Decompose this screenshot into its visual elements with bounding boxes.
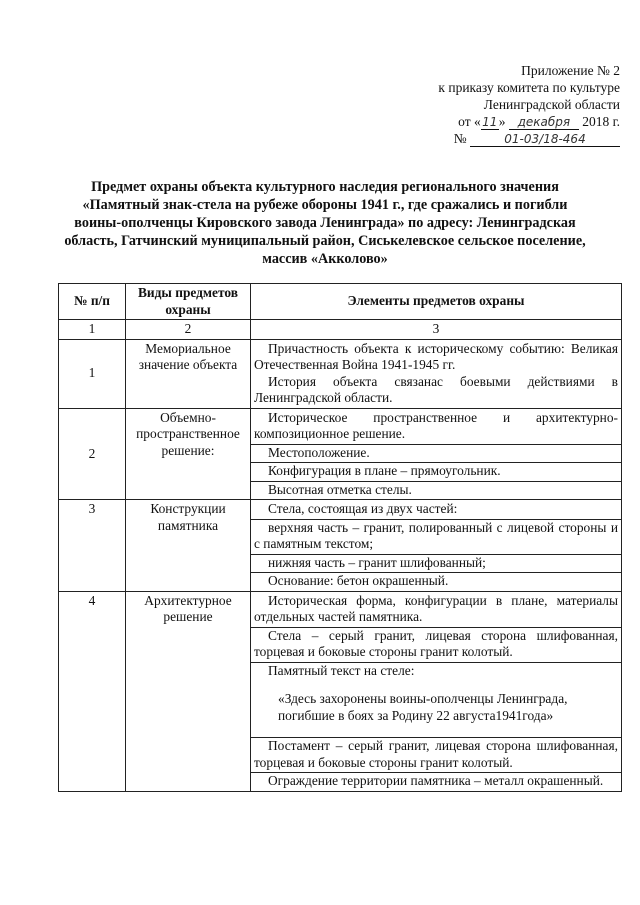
element-text: Основание: бетон окрашенный.: [251, 572, 621, 590]
element-text: Высотная отметка стелы.: [251, 481, 621, 499]
memorial-inscription: «Здесь захоронены воины-ополченцы Ленинграда, погибшие в боях за Родину 22 августа1941года»: [278, 691, 568, 723]
col-num-1: 1: [59, 320, 126, 340]
header-types: Виды предметов охраны: [126, 284, 251, 320]
header-elements: Элементы предметов охраны: [251, 284, 622, 320]
date-prefix: от «: [458, 114, 481, 129]
element-text: Стела, состоящая из двух частей:: [268, 501, 458, 516]
col-num-2: 2: [126, 320, 251, 340]
protection-table: [58, 283, 622, 792]
appendix-block: [400, 62, 620, 147]
column-number-row: [59, 320, 622, 340]
element-text: Историческая форма, конфигурации в плане, материалы отдельных частей памятника.: [254, 592, 618, 624]
col-num-3: 3: [251, 320, 622, 340]
appendix-date-line: [400, 113, 620, 130]
row-type: Мемориальное значение объекта: [126, 339, 251, 408]
row-elements: [251, 339, 622, 408]
row-number: 3: [59, 500, 126, 592]
appendix-number-line: [400, 130, 620, 147]
handwritten-month: декабря: [509, 115, 579, 130]
handwritten-day: 11: [482, 115, 498, 129]
element-text: Памятный текст на стеле:: [251, 662, 621, 680]
table-row: [59, 591, 622, 791]
element-text: нижняя часть – гранит шлифованный;: [251, 554, 621, 572]
row-type: Архитектурное решение: [126, 591, 251, 791]
table-header-row: [59, 284, 622, 320]
date-mid: »: [498, 114, 506, 129]
row-elements: [251, 591, 622, 791]
row-elements: [251, 500, 622, 592]
row-number: 2: [59, 408, 126, 500]
element-text: верхняя часть – гранит, полированный с лицевой стороны и с памятным текстом;: [251, 519, 621, 553]
date-year: 2018 г.: [582, 114, 620, 129]
document-title: Предмет охраны объекта культурного наследия регионального значения «Памятный знак-стела на рубеже обороны 1941 г., где сражались и погибли воины-ополченцы Кировского завода Ленинграда» по адресу: Ленинградская область, Гатчинский муниципальный район, Сиськелевское сельское поселение, массив «Акколово»: [64, 179, 586, 267]
element-text: Конфигурация в плане – прямоугольник.: [251, 462, 621, 480]
element-text: История объекта связанас боевыми действиями в Ленинградской области.: [254, 373, 618, 405]
table-row: [59, 500, 622, 592]
row-number: 4: [59, 591, 126, 791]
row-number: 1: [59, 339, 126, 408]
element-text: Ограждение территории памятника – металл окрашенный.: [251, 772, 621, 790]
number-prefix: №: [453, 131, 467, 146]
row-type: Объемно-пространственное решение:: [126, 408, 251, 500]
element-text: Постамент – серый гранит, лицевая сторона шлифованная, торцевая и боковые стороны гранит колотый.: [251, 737, 621, 771]
element-text: Историческое пространственное и архитектурно-композиционное решение.: [254, 409, 618, 441]
element-text: Стела – серый гранит, лицевая сторона шлифованная, торцевая и боковые стороны гранит колотый.: [251, 627, 621, 661]
row-elements: [251, 408, 622, 500]
appendix-order-line: к приказу комитета по культуре: [438, 80, 620, 95]
appendix-region-line: Ленинградской области: [483, 97, 620, 112]
element-text: Причастность объекта к историческому событию: Великая Отечественная Война 1941-1945 гг.: [254, 340, 618, 372]
table-row: [59, 339, 622, 408]
row-type: Конструкции памятника: [126, 500, 251, 592]
appendix-title: Приложение № 2: [521, 63, 620, 78]
header-number: № п/п: [59, 284, 126, 320]
table-row: [59, 408, 622, 500]
handwritten-number: 01-03/18-464: [470, 132, 620, 147]
element-text: Местоположение.: [251, 444, 621, 462]
